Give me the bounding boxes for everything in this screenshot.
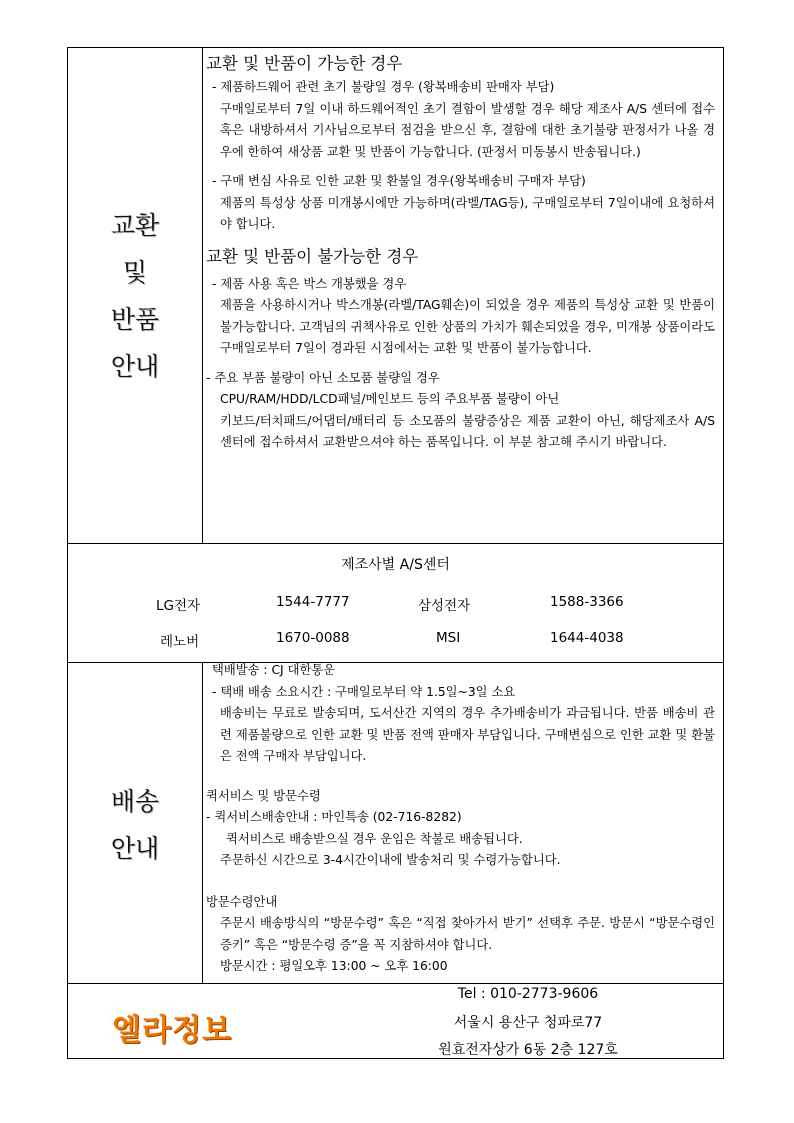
maker-phone: 1670-0088 xyxy=(276,630,350,646)
delivery-time-body: 배송비는 무료로 발송되며, 도서산간 지역의 경우 추가배송비가 과금됩니다. 반품 배송비 관련 제품불량으로 인한 교환 및 반품 전액 판매자 부담입니다. 구매변심으로 인한 교환 및 환불은 전액 구매자 부담입니다. xyxy=(220,706,715,763)
minor-defect-line: CPU/RAM/HDD/LCD패널/메인보드 등의 주요부품 불량이 아닌 xyxy=(220,392,560,406)
change-mind-body: 제품의 특성상 상품 미개봉시에만 가능하며(라벨/TAG등), 구매일로부터 7일이내에 요청하셔야 합니다. xyxy=(220,195,715,231)
hw-defect-body: 구매일로부터 7일 이내 하드웨어적인 초기 결함이 발생할 경우 해당 제조사 A/S 센터에 접수 혹은 내방하셔서 기사님으로부터 점검을 받으신 후, 결함에 대한 초기불량 판정서가 나올 경우에 한하여 새상품 교환 및 반품이 가능합니다. (판정서 미동봉시 반송됩니다.) xyxy=(220,101,715,159)
minor-defect-title: - 주요 부품 불량이 아닌 소모품 불량일 경우 xyxy=(206,370,440,385)
visit-body: 주문시 배송방식의 “방문수령” 혹은 “직접 찾아가서 받기” 선택후 주문. 방문시 “방문수령인증키” 혹은 “방문수령 증”을 꼭 지참하셔야 합니다. xyxy=(220,916,715,952)
quick-heading: 퀵서비스 및 방문수령 xyxy=(206,788,321,803)
shipping-content xyxy=(206,660,715,978)
quick-title: - 퀵서비스배송안내 : 마인특송 (02-716-8282) xyxy=(206,810,462,824)
maker-name: MSI xyxy=(436,630,461,646)
maker-phone: 1588-3366 xyxy=(550,594,624,610)
maker-phone: 1544-7777 xyxy=(276,594,350,610)
maker-phone: 1644-4038 xyxy=(550,630,624,646)
shipping-label: 배송 안내 xyxy=(110,787,160,863)
footer-address: 원효전자상가 6동 2층 127호 xyxy=(438,1042,618,1058)
returns-label: 교환 및 반품 안내 xyxy=(110,211,160,381)
returns-content xyxy=(206,51,715,454)
footer-tel: Tel : 010-2773-9606 xyxy=(457,986,599,1002)
quick-line: 퀵서비스로 배송받으실 경우 운임은 착불로 배송됩니다. xyxy=(226,831,523,846)
courier-line: 택배발송 : CJ 대한통운 xyxy=(212,663,336,677)
hw-defect-title: - 제품하드웨어 관련 초기 불량일 경우 (왕복배송비 판매자 부담) xyxy=(212,80,555,94)
used-body: 제품을 사용하시거나 박스개봉(라벨/TAG훼손)이 되었을 경우 제품의 특성상 교환 및 반품이 불가능합니다. 고객님의 귀책사유로 인한 상품의 가치가 훼손되었을 경우, 미개봉 상품이라도 구매일로부터 7일이 경과된 시점에서는 교환 및 반품이 불가능합니다. xyxy=(220,298,715,355)
change-mind-title: - 구매 변심 사유로 인한 교환 및 환불일 경우(왕복배송비 구매자 부담) xyxy=(212,174,586,188)
minor-defect-body: 키보드/터치패드/어댑터/배터리 등 소모품의 불량증상은 제품 교환이 아닌, 해당제조사 A/S 센터에 접수하셔서 교환받으셔야 하는 품목입니다. 이 부분 참고해 주시기 바랍니다. xyxy=(220,413,715,449)
delivery-time-title: - 택배 배송 소요시간 : 구매일로부터 약 1.5일~3일 소요 xyxy=(212,684,516,699)
possible-heading: 교환 및 반품이 가능한 경우 xyxy=(206,54,403,73)
divider xyxy=(202,662,203,983)
as-center-title: 제조사별 A/S센터 xyxy=(341,557,450,573)
info-sheet xyxy=(67,47,724,1059)
divider xyxy=(68,983,723,984)
maker-name: LG전자 xyxy=(156,598,201,614)
divider xyxy=(68,543,723,544)
visit-heading: 방문수령안내 xyxy=(206,894,278,909)
divider xyxy=(202,48,203,543)
used-title: - 제품 사용 혹은 박스 개봉했을 경우 xyxy=(212,276,407,291)
quick-line: 주문하신 시간으로 3-4시간이내에 발송처리 및 수령가능합니다. xyxy=(220,853,561,867)
company-logo: 엘라정보 xyxy=(112,1013,232,1048)
maker-name: 레노버 xyxy=(160,634,200,650)
footer-address: 서울시 용산구 청파로77 xyxy=(453,1015,603,1031)
impossible-heading: 교환 및 반품이 불가능한 경우 xyxy=(206,246,419,266)
visit-time: 방문시간 : 평일오후 13:00 ~ 오후 16:00 xyxy=(220,959,448,973)
maker-name: 삼성전자 xyxy=(418,598,471,614)
